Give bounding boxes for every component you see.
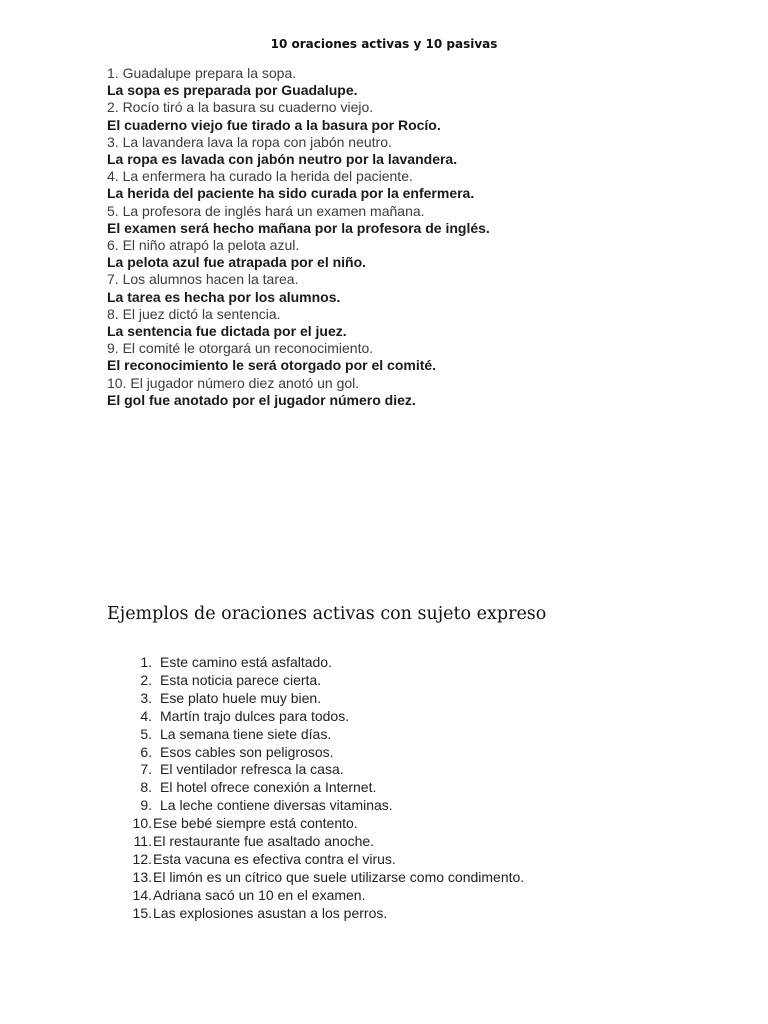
list-item-number: 9.: [140, 797, 152, 814]
list-item-number: 1.: [140, 654, 152, 670]
list-item-text: La semana tiene siete días.: [160, 725, 332, 742]
list-item-number: 14.: [132, 886, 152, 903]
list-item-number: 15.: [132, 904, 152, 921]
passive-sentence: La sentencia fue dictada por el juez.: [107, 323, 347, 340]
list-item-text: Este camino está asfaltado.: [160, 654, 332, 670]
list-item: [107, 905, 524, 923]
list-item-text: Esta vacuna es efectiva contra el virus.: [153, 850, 396, 867]
list-item-text: Martín trajo dulces para todos.: [160, 707, 350, 724]
list-item: [107, 654, 524, 672]
section-heading: Ejemplos de oraciones activas con sujeto expreso: [107, 604, 547, 624]
list-item: [107, 869, 524, 887]
active-sentence: 5. La profesora de inglés hará un examen mañana.: [107, 202, 425, 219]
examples-list: [107, 654, 524, 923]
active-sentence: 4. La enfermera ha curado la herida del paciente.: [107, 168, 413, 185]
list-item: [107, 815, 524, 833]
page-title: 10 oraciones activas y 10 pasivas: [270, 37, 498, 51]
passive-sentence: La pelota azul fue atrapada por el niño.: [107, 254, 367, 271]
list-item: [107, 726, 524, 744]
passive-sentence: El cuaderno viejo fue tirado a la basura por Rocío.: [107, 116, 441, 133]
list-item-number: 13.: [132, 868, 152, 885]
active-sentence: 1. Guadalupe prepara la sopa.: [107, 65, 297, 81]
list-item-text: Adriana sacó un 10 en el examen.: [153, 886, 366, 903]
list-item: [107, 851, 524, 869]
list-item-number: 7.: [140, 761, 152, 778]
list-item: [107, 690, 524, 708]
passive-sentence: La ropa es lavada con jabón neutro por la lavandera.: [107, 151, 458, 168]
active-sentence: 7. Los alumnos hacen la tarea.: [107, 271, 299, 288]
active-sentence: 10. El jugador número diez anotó un gol.: [107, 374, 360, 391]
list-item-text: El hotel ofrece conexión a Internet.: [160, 779, 377, 796]
list-item: [107, 797, 524, 815]
list-item-number: 6.: [140, 743, 152, 760]
list-item-number: 8.: [140, 779, 152, 796]
list-item-text: El limón es un cítrico que suele utilizarse como condimento.: [153, 868, 525, 885]
list-item: [107, 833, 524, 851]
list-item-text: Ese plato huele muy bien.: [160, 689, 322, 706]
list-item-text: Las explosiones asustan a los perros.: [153, 904, 388, 921]
passive-sentence: La sopa es preparada por Guadalupe.: [107, 82, 358, 99]
list-item-text: La leche contiene diversas vitaminas.: [160, 797, 393, 814]
passive-sentence: La tarea es hecha por los alumnos.: [107, 288, 341, 305]
list-item: [107, 744, 524, 762]
list-item: [107, 708, 524, 726]
list-item: [107, 779, 524, 797]
list-item-number: 10.: [132, 815, 152, 832]
active-sentence: 9. El comité le otorgará un reconocimiento.: [107, 340, 374, 357]
list-item-number: 11.: [133, 833, 152, 850]
active-sentence: 6. El niño atrapó la pelota azul.: [107, 237, 300, 254]
active-sentence: 3. La lavandera lava la ropa con jabón neutro.: [107, 133, 392, 150]
sentence-pairs-list: [107, 65, 490, 409]
list-item-text: Esta noticia parece cierta.: [160, 671, 322, 688]
list-item-number: 5.: [140, 725, 152, 742]
passive-sentence: El examen será hecho mañana por la profesora de inglés.: [107, 219, 490, 236]
list-item-text: El ventilador refresca la casa.: [160, 761, 344, 778]
list-item-number: 4.: [140, 707, 152, 724]
list-item: [107, 761, 524, 779]
list-item: [107, 672, 524, 690]
list-item-number: 2.: [140, 671, 152, 688]
active-sentence: 2. Rocío tiró a la basura su cuaderno viejo.: [107, 99, 374, 116]
passive-sentence: El gol fue anotado por el jugador número diez.: [107, 391, 416, 408]
list-item-number: 3.: [140, 689, 152, 706]
list-item-text: El restaurante fue asaltado anoche.: [153, 833, 375, 850]
list-item: [107, 887, 524, 905]
list-item-number: 12.: [132, 850, 152, 867]
passive-sentence: La herida del paciente ha sido curada por la enfermera.: [107, 185, 475, 202]
passive-sentence: El reconocimiento le será otorgado por el comité.: [107, 357, 437, 374]
list-item-text: Esos cables son peligrosos.: [160, 743, 334, 760]
active-sentence: 8. El juez dictó la sentencia.: [107, 305, 281, 322]
list-item-text: Ese bebé siempre está contento.: [153, 815, 358, 832]
